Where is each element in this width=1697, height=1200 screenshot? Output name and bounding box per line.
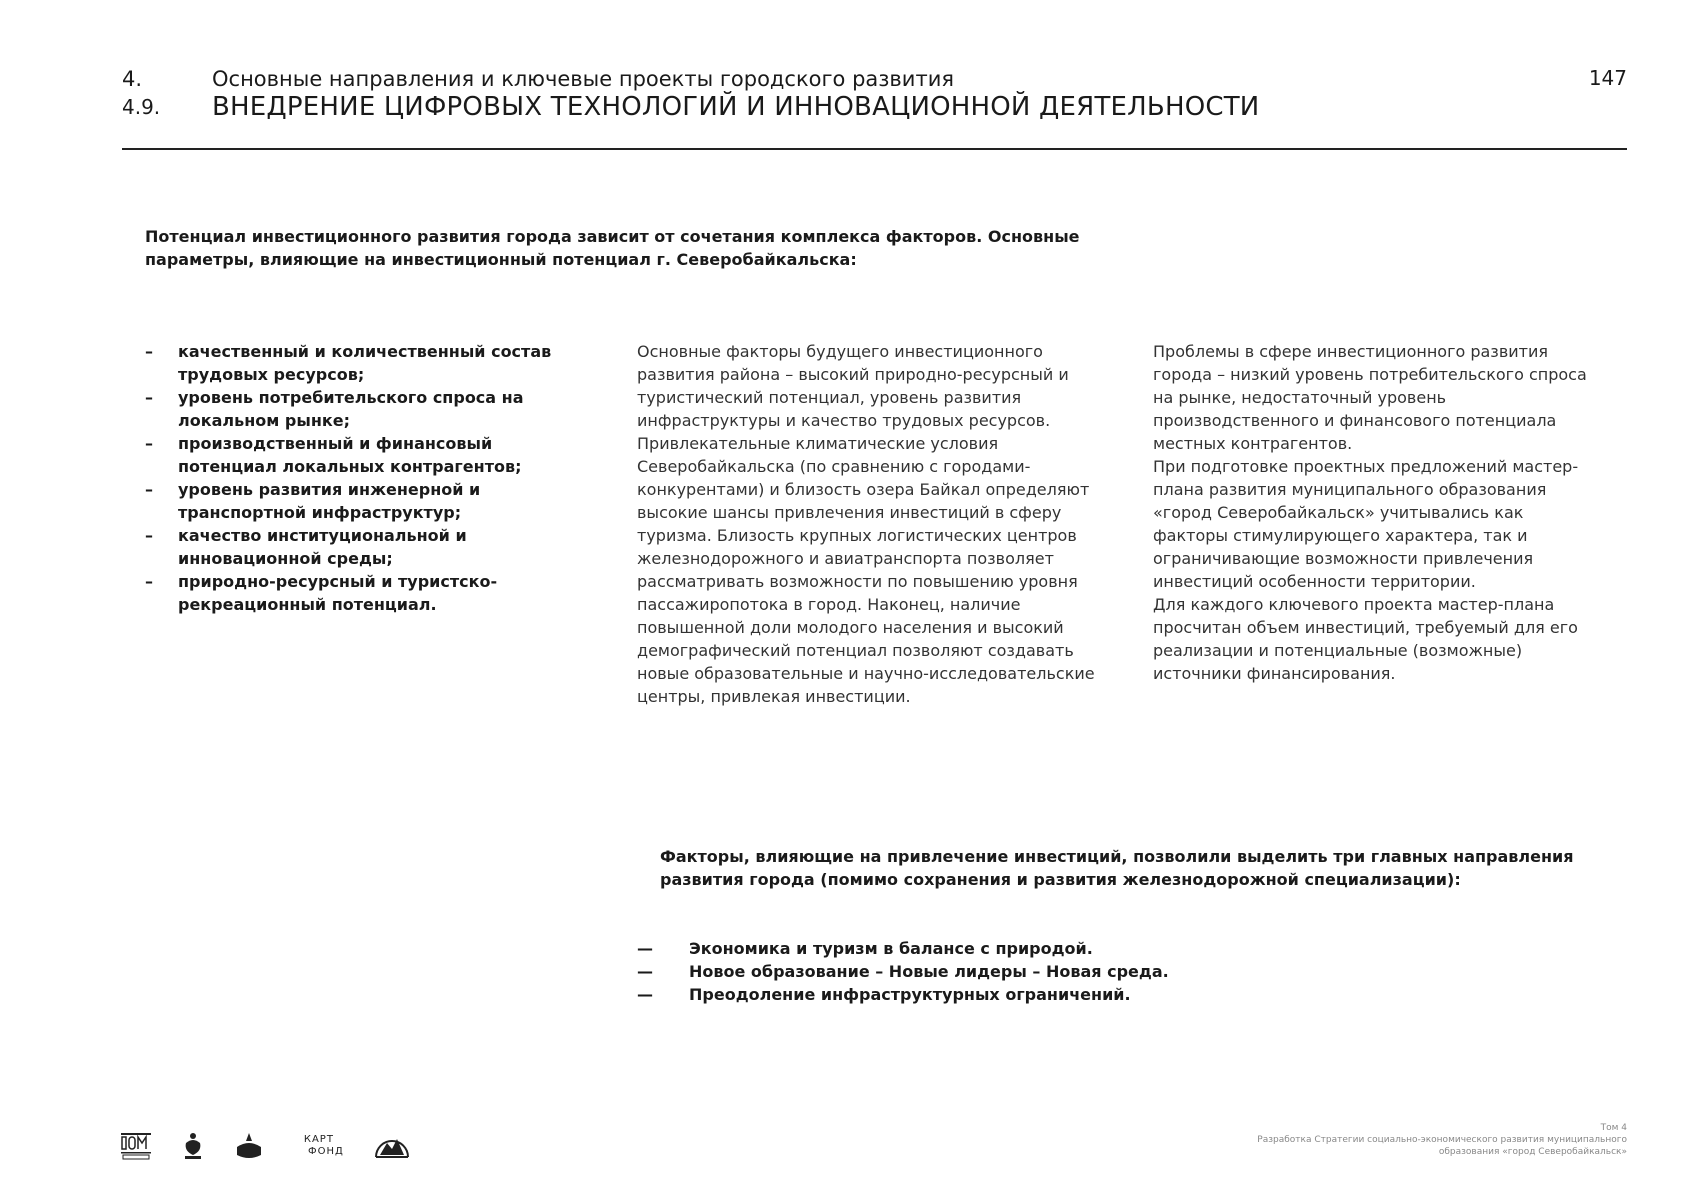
list-item: – качество институциональной и инновационной среды; <box>145 524 595 570</box>
page-number: 147 <box>1588 66 1627 90</box>
factors-column <box>145 340 595 616</box>
middle-column <box>637 340 1117 708</box>
list-item: — Экономика и туризм в балансе с природой. <box>637 937 1169 960</box>
kart-fond-logo <box>294 1134 344 1158</box>
lead-paragraph <box>145 225 1125 271</box>
list-item: — Новое образование – Новые лидеры – Новая среда. <box>637 960 1169 983</box>
footer-line-2: Разработка Стратегии социально-экономического развития муниципального <box>1257 1135 1627 1145</box>
list-item: – качественный и количественный состав трудовых ресурсов; <box>145 340 595 386</box>
directions-list <box>637 937 1169 1006</box>
dom-rf-logo <box>120 1131 152 1161</box>
directions-lead-line-1: Факторы, влияющие на привлечение инвестиций, позволили выделить три главных направления <box>660 847 1574 866</box>
chapter-number: 4. <box>122 67 143 91</box>
partner-logos <box>120 1128 410 1164</box>
kart-fond-line-2: ФОНД <box>308 1146 344 1157</box>
middle-paragraph: Основные факторы будущего инвестиционного развития района – высокий природно-ресурсный и туристический потенциал, уровень развития инфраструктуры и качество трудовых ресурсов. Привлекательные климатические условия Северобайкальска (по сравнению с городами-конкурентами) и близость озера Байкал определяют высокие шансы привлечения инвестиций в сферу туризма. Близость крупных логистических центров железнодорожного и авиатранспорта позволяет рассматривать возможности по повышению уровня пассажиропотока в город. Наконец, наличие повышенной доли молодого населения и высокий демографический потенциал позволяют создавать новые образовательные и научно-исследовательские центры, привлекая инвестиции. <box>637 342 1095 706</box>
list-item: – производственный и финансовый потенциал локальных контрагентов; <box>145 432 595 478</box>
lead-line-2: параметры, влияющие на инвестиционный потенциал г. Северобайкальска: <box>145 250 857 269</box>
right-column <box>1153 340 1593 685</box>
right-paragraph-1: Проблемы в сфере инвестиционного развития города – низкий уровень потребительского спроса на рынке, недостаточный уровень производственного и финансового потенциала местных контрагентов. <box>1153 342 1587 453</box>
section-title: ВНЕДРЕНИЕ ЦИФРОВЫХ ТЕХНОЛОГИЙ И ИННОВАЦИОННОЙ ДЕЯТЕЛЬНОСТИ <box>212 92 1260 122</box>
lead-line-1: Потенциал инвестиционного развития города зависит от сочетания комплекса факторов. Основные <box>145 227 1080 246</box>
directions-lead-line-2: развития города (помимо сохранения и развития железнодорожной специализации): <box>660 870 1461 889</box>
list-item: – природно-ресурсный и туристско-рекреационный потенциал. <box>145 570 595 616</box>
city-emblem-icon <box>234 1131 264 1161</box>
directions-lead <box>660 845 1610 891</box>
directions-block <box>637 937 1169 1006</box>
header-divider <box>122 148 1627 150</box>
coat-of-arms-icon <box>182 1131 204 1161</box>
factors-list <box>145 340 595 616</box>
footer-line-3: образования «город Северобайкальск» <box>1438 1147 1627 1157</box>
section-number: 4.9. <box>122 95 161 119</box>
right-paragraph-3: Для каждого ключевого проекта мастер-плана просчитан объем инвестиций, требуемый для его реализации и потенциальные (возможные) источники финансирования. <box>1153 595 1578 683</box>
right-paragraph-2: При подготовке проектных предложений мастер-плана развития муниципального образования «город Северобайкальск» учитывались как факторы стимулирующего характера, так и ограничивающие возможности привлечения инвестиций особенности территории. <box>1153 457 1579 591</box>
list-item: — Преодоление инфраструктурных ограничений. <box>637 983 1169 1006</box>
footer-caption <box>1207 1122 1627 1158</box>
list-item: – уровень развития инженерной и транспортной инфраструктур; <box>145 478 595 524</box>
chapter-title: Основные направления и ключевые проекты городского развития <box>212 67 954 91</box>
kart-fond-line-1: КАРТ <box>303 1134 334 1145</box>
footer-volume: Том 4 <box>1600 1123 1627 1133</box>
baikal-mountains-icon <box>374 1131 410 1161</box>
list-item: – уровень потребительского спроса на локальном рынке; <box>145 386 595 432</box>
